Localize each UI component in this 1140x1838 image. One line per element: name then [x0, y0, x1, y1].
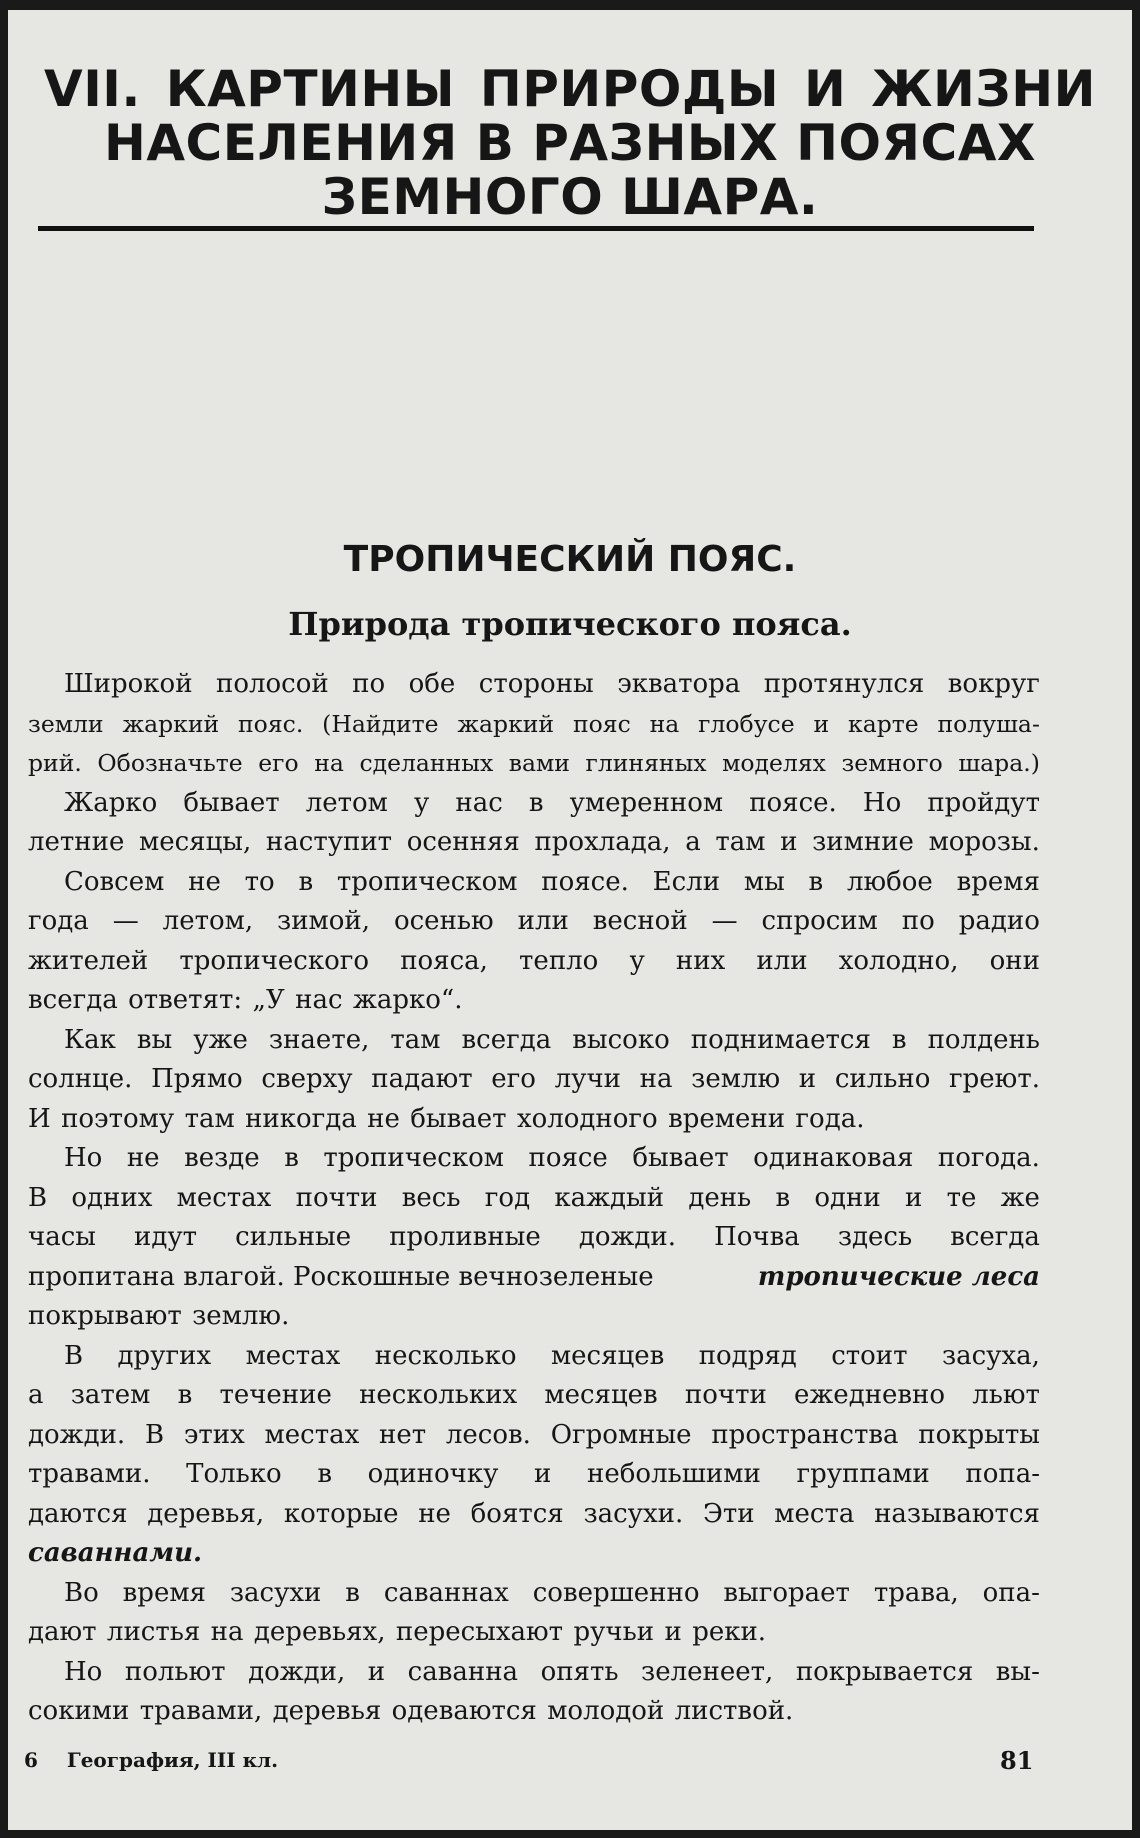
word: Совсем	[64, 866, 165, 897]
word: там	[390, 1024, 441, 1055]
text-line	[28, 1574, 1040, 1614]
word: одни	[814, 1182, 881, 1213]
word: нескольких	[359, 1380, 518, 1410]
word: Прямо	[151, 1064, 243, 1094]
text-line	[28, 1692, 1040, 1732]
chapter-word: И	[804, 60, 847, 118]
word: в	[808, 866, 824, 897]
word: группами	[796, 1459, 930, 1489]
word: пересыхают	[395, 1617, 564, 1647]
word: жаркий	[457, 709, 555, 738]
word: не	[418, 1498, 451, 1529]
word: ответят:	[128, 985, 243, 1015]
word: у	[629, 945, 645, 976]
text-line	[28, 1337, 1040, 1377]
word: мы	[743, 866, 785, 897]
word: жителей	[28, 945, 149, 976]
word: нас	[295, 985, 343, 1015]
word: лесов.	[445, 1419, 531, 1450]
word: греют.	[949, 1064, 1040, 1094]
text-line	[28, 942, 1040, 982]
word: листья	[106, 1617, 201, 1647]
text-line	[28, 1021, 1040, 1061]
word: засуха,	[941, 1340, 1040, 1371]
word: лучи	[554, 1064, 621, 1094]
text-line	[28, 1139, 1040, 1179]
word: В	[28, 1182, 48, 1213]
word: Жарко	[64, 787, 158, 818]
word: местах	[264, 1419, 360, 1450]
word: морозы.	[928, 827, 1040, 857]
word: попа-	[965, 1459, 1040, 1489]
word: ежедневно	[794, 1380, 946, 1410]
word: дожди.	[28, 1419, 126, 1450]
text-line	[28, 1455, 1040, 1495]
chapter-title-line-3: ЗЕМНОГО ШАРА.	[321, 168, 819, 226]
word: почти	[295, 1182, 378, 1213]
word: же	[1000, 1182, 1040, 1213]
word: опять	[540, 1656, 619, 1687]
word: покрывают	[28, 1301, 182, 1331]
word: в	[775, 1182, 791, 1213]
word: на	[639, 1064, 673, 1094]
chapter-title-line-2: НАСЕЛЕНИЯ В РАЗНЫХ ПОЯСАХ	[104, 114, 1036, 172]
text-line	[28, 1416, 1040, 1456]
word: боятся	[470, 1498, 564, 1529]
word: них	[675, 945, 726, 976]
word: пояса,	[400, 945, 488, 976]
word: одиночку	[367, 1459, 499, 1489]
word: солнце.	[28, 1064, 133, 1094]
word: и	[798, 1064, 817, 1094]
text-line	[28, 1218, 1040, 1258]
word: Но	[862, 787, 902, 818]
word: холодно,	[838, 945, 959, 976]
text-line	[28, 1376, 1040, 1416]
word: или	[756, 945, 808, 976]
word: опа-	[982, 1577, 1040, 1608]
word: в	[317, 1459, 333, 1489]
word: почти	[684, 1380, 767, 1410]
chapter-title	[38, 62, 1102, 224]
word: на	[314, 749, 344, 777]
text-line	[28, 1060, 1040, 1100]
word: подряд	[698, 1340, 797, 1371]
word: там	[184, 1103, 235, 1134]
word: и	[904, 1182, 923, 1213]
word: дожди.	[578, 1222, 676, 1252]
word: жаркий	[122, 709, 220, 738]
word: день	[688, 1182, 752, 1213]
word: в	[891, 1024, 907, 1055]
word: и	[367, 1656, 386, 1687]
word: Широкой	[64, 669, 193, 699]
word: года	[28, 906, 89, 936]
word: в	[284, 1143, 299, 1173]
word: год	[484, 1182, 531, 1213]
word: бывает	[410, 1103, 507, 1134]
word: не	[126, 1143, 160, 1173]
word: Почва	[714, 1222, 800, 1252]
word: В	[64, 1340, 84, 1371]
word: землю	[691, 1064, 781, 1094]
word: экватора	[617, 669, 741, 699]
word: деревьях,	[253, 1617, 386, 1647]
word: протянулся	[763, 669, 925, 699]
word: уже	[193, 1024, 248, 1055]
word: осенью	[393, 906, 494, 936]
word: падают	[371, 1064, 473, 1094]
word: засухи	[229, 1577, 322, 1608]
word: всегда	[950, 1222, 1040, 1252]
word: а	[28, 1380, 44, 1410]
word: поясе.	[749, 787, 837, 818]
word: листвой.	[674, 1696, 794, 1726]
word: Обозначьте	[97, 749, 243, 777]
word: реки.	[692, 1617, 767, 1647]
subsection-title: Природа тропического пояса.	[288, 605, 852, 643]
word: время	[122, 1577, 206, 1608]
signature-number: 6	[24, 1748, 38, 1772]
word: которые	[283, 1498, 399, 1529]
word: летние	[28, 827, 125, 857]
body-text	[28, 665, 1040, 1732]
word: зеленеет,	[641, 1656, 774, 1687]
word: а	[685, 827, 701, 857]
word: пояс	[572, 709, 631, 738]
text-line	[28, 1495, 1040, 1535]
word: спросим	[761, 906, 878, 936]
word: затем	[70, 1380, 151, 1410]
word: выгорает	[723, 1577, 850, 1608]
word: шара.)	[958, 749, 1040, 777]
word: здесь	[837, 1222, 913, 1252]
word: засухи.	[583, 1498, 684, 1529]
word: вы-	[995, 1656, 1040, 1687]
chapter-numeral: VII.	[44, 60, 141, 118]
word: земного	[841, 749, 943, 777]
word: те	[946, 1182, 977, 1213]
word: там	[715, 827, 766, 857]
word: бывает	[632, 1143, 729, 1173]
word: дают	[28, 1617, 97, 1647]
chapter-title-line-1	[38, 62, 1102, 116]
word: обе	[408, 669, 456, 699]
word: бывает	[183, 787, 280, 818]
word: летом,	[162, 906, 254, 936]
word: поэтому	[61, 1103, 175, 1134]
word: землю.	[192, 1301, 290, 1331]
word: глобусе	[698, 709, 795, 738]
word: нет	[379, 1419, 427, 1450]
word: дожди,	[248, 1656, 346, 1687]
word: то	[244, 866, 275, 897]
word: поясе.	[541, 866, 629, 897]
word: Но	[64, 1143, 103, 1173]
text-line	[28, 1653, 1040, 1693]
word: прохлада,	[534, 827, 671, 857]
word: знаете,	[268, 1024, 370, 1055]
word: месяцев	[544, 1380, 658, 1410]
text-line	[28, 1179, 1040, 1219]
text-line	[28, 665, 1040, 705]
word: ручьи	[573, 1617, 655, 1647]
text-line	[28, 1100, 1040, 1140]
word: весной	[592, 906, 688, 936]
word: поднимается	[690, 1024, 871, 1055]
word: наступит	[265, 827, 393, 857]
word: зимой,	[277, 906, 371, 936]
text-line	[28, 784, 1040, 824]
word: сильные	[235, 1222, 352, 1252]
word: Во	[64, 1577, 99, 1608]
word: у	[413, 787, 430, 818]
word: Если	[652, 866, 721, 897]
word: трава,	[873, 1577, 959, 1608]
word: вокруг	[947, 669, 1040, 699]
word: Но	[64, 1656, 103, 1687]
word: нас	[455, 787, 503, 818]
book-page	[8, 10, 1132, 1830]
chapter-word: ПРИРОДЫ	[479, 60, 780, 118]
word: В	[144, 1419, 165, 1450]
word: не	[188, 866, 221, 897]
word: времени	[668, 1103, 786, 1134]
word: небольшими	[587, 1459, 761, 1489]
word: его	[491, 1064, 536, 1094]
word: весь	[401, 1182, 461, 1213]
word: одних	[71, 1182, 153, 1213]
text-line	[28, 1534, 1040, 1574]
word: местах	[176, 1182, 272, 1213]
word: умеренном	[569, 787, 724, 818]
word: „У	[252, 985, 285, 1015]
word: Только	[186, 1459, 282, 1489]
word: года.	[795, 1103, 865, 1134]
word: тропического	[179, 945, 370, 976]
text-line	[28, 744, 1040, 784]
word: пояс.	[238, 709, 304, 738]
word: Эти	[702, 1498, 755, 1529]
word: радио	[958, 906, 1040, 936]
word: травами.	[28, 1459, 151, 1489]
word: тепло	[519, 945, 599, 976]
word: сокими	[28, 1696, 130, 1726]
word: местах	[245, 1340, 341, 1371]
word: время	[956, 866, 1040, 897]
chapter-word: КАРТИНЫ	[165, 60, 456, 118]
word: стоит	[831, 1340, 908, 1371]
word: проливные	[389, 1222, 541, 1252]
word: не	[367, 1103, 400, 1134]
word: рий.	[28, 749, 82, 777]
word: деревья,	[147, 1498, 265, 1529]
word: Огромные	[550, 1419, 692, 1450]
word: никогда	[245, 1103, 357, 1134]
text-line	[28, 863, 1040, 903]
word: в	[528, 787, 544, 818]
word: других	[117, 1340, 212, 1371]
word: одеваются	[391, 1696, 537, 1726]
word: Как	[64, 1024, 116, 1055]
text-line	[28, 981, 1040, 1021]
word: совершенно	[532, 1577, 700, 1608]
word: всегда	[461, 1024, 552, 1055]
word: места	[774, 1498, 855, 1529]
word: по	[901, 906, 935, 936]
word: высоко	[572, 1024, 670, 1055]
text-line	[28, 1613, 1040, 1653]
word: покрыты	[918, 1419, 1040, 1450]
chapter-divider	[38, 226, 1034, 231]
text-segment: пропитана влагой. Роскошные вечнозеленые	[28, 1261, 654, 1292]
word: тропическом	[336, 866, 518, 897]
word: в	[177, 1380, 193, 1410]
word: идут	[134, 1222, 198, 1252]
word: и	[664, 1617, 682, 1647]
word: стороны	[478, 669, 594, 699]
word: любое	[846, 866, 933, 897]
term-savannas: саваннами.	[28, 1538, 203, 1568]
word: карте	[848, 709, 919, 738]
word: моделях	[722, 749, 826, 777]
text-line	[28, 823, 1040, 863]
word: полуша-	[937, 709, 1040, 738]
text-line	[28, 705, 1040, 745]
word: и	[813, 709, 830, 738]
text-line	[28, 1297, 1040, 1337]
word: тропическом	[323, 1143, 504, 1173]
section-title: ТРОПИЧЕСКИЙ ПОЯС.	[343, 539, 797, 580]
word: жарко“.	[352, 985, 463, 1015]
word: каждый	[554, 1182, 665, 1213]
signature-text: География, III кл.	[66, 1748, 279, 1772]
word: этих	[183, 1419, 245, 1450]
word: или	[517, 906, 569, 936]
text-line	[28, 1258, 1040, 1298]
word: в	[345, 1577, 360, 1608]
word: —	[711, 906, 738, 936]
word: покрывается	[795, 1656, 974, 1687]
word: даются	[28, 1498, 128, 1529]
word: молодой	[547, 1696, 665, 1726]
word: погода.	[937, 1143, 1040, 1173]
word: несколько	[374, 1340, 517, 1371]
word: полдень	[927, 1024, 1040, 1055]
word: они	[989, 945, 1040, 976]
word: травами,	[139, 1696, 263, 1726]
word: льют	[972, 1380, 1040, 1410]
page-number: 81	[1000, 1746, 1034, 1775]
word: месяцы,	[139, 827, 252, 857]
word: сделанных	[359, 749, 494, 777]
word: осенняя	[406, 827, 520, 857]
word: зимние	[812, 827, 914, 857]
word: холодного	[516, 1103, 658, 1134]
word: саваннах	[383, 1577, 509, 1608]
word: месяцев	[550, 1340, 665, 1371]
printer-signature	[24, 1748, 278, 1772]
word: его	[258, 749, 299, 777]
word: часы	[28, 1222, 96, 1252]
word: поясе	[528, 1143, 608, 1173]
word: называются	[874, 1498, 1040, 1529]
word: по	[352, 669, 386, 699]
word: саванна	[407, 1656, 519, 1687]
word: и	[534, 1459, 552, 1489]
word: и	[780, 827, 798, 857]
word: И	[28, 1103, 51, 1134]
text-line	[28, 902, 1040, 942]
word: одинаковая	[753, 1143, 914, 1173]
word: —	[112, 906, 139, 936]
chapter-word: ЖИЗНИ	[871, 60, 1096, 118]
word: (Найдите	[322, 709, 439, 738]
word: сверху	[261, 1064, 353, 1094]
word: всегда	[28, 985, 118, 1015]
word: деревья	[272, 1696, 382, 1726]
word: земли	[28, 709, 104, 738]
word: вами	[508, 749, 570, 777]
word: летом	[305, 787, 388, 818]
word: пространства	[711, 1419, 899, 1450]
word: сильно	[834, 1064, 931, 1094]
word: вы	[136, 1024, 173, 1055]
word: на	[649, 709, 680, 738]
term-tropical-forests: тропические леса	[757, 1261, 1040, 1292]
word: на	[210, 1617, 244, 1647]
word: полосой	[216, 669, 329, 699]
word: в	[298, 866, 314, 897]
word: пройдут	[927, 787, 1040, 818]
word: везде	[184, 1143, 260, 1173]
word: глиняных	[585, 749, 707, 777]
word: течение	[219, 1380, 332, 1410]
word: польют	[124, 1656, 226, 1687]
